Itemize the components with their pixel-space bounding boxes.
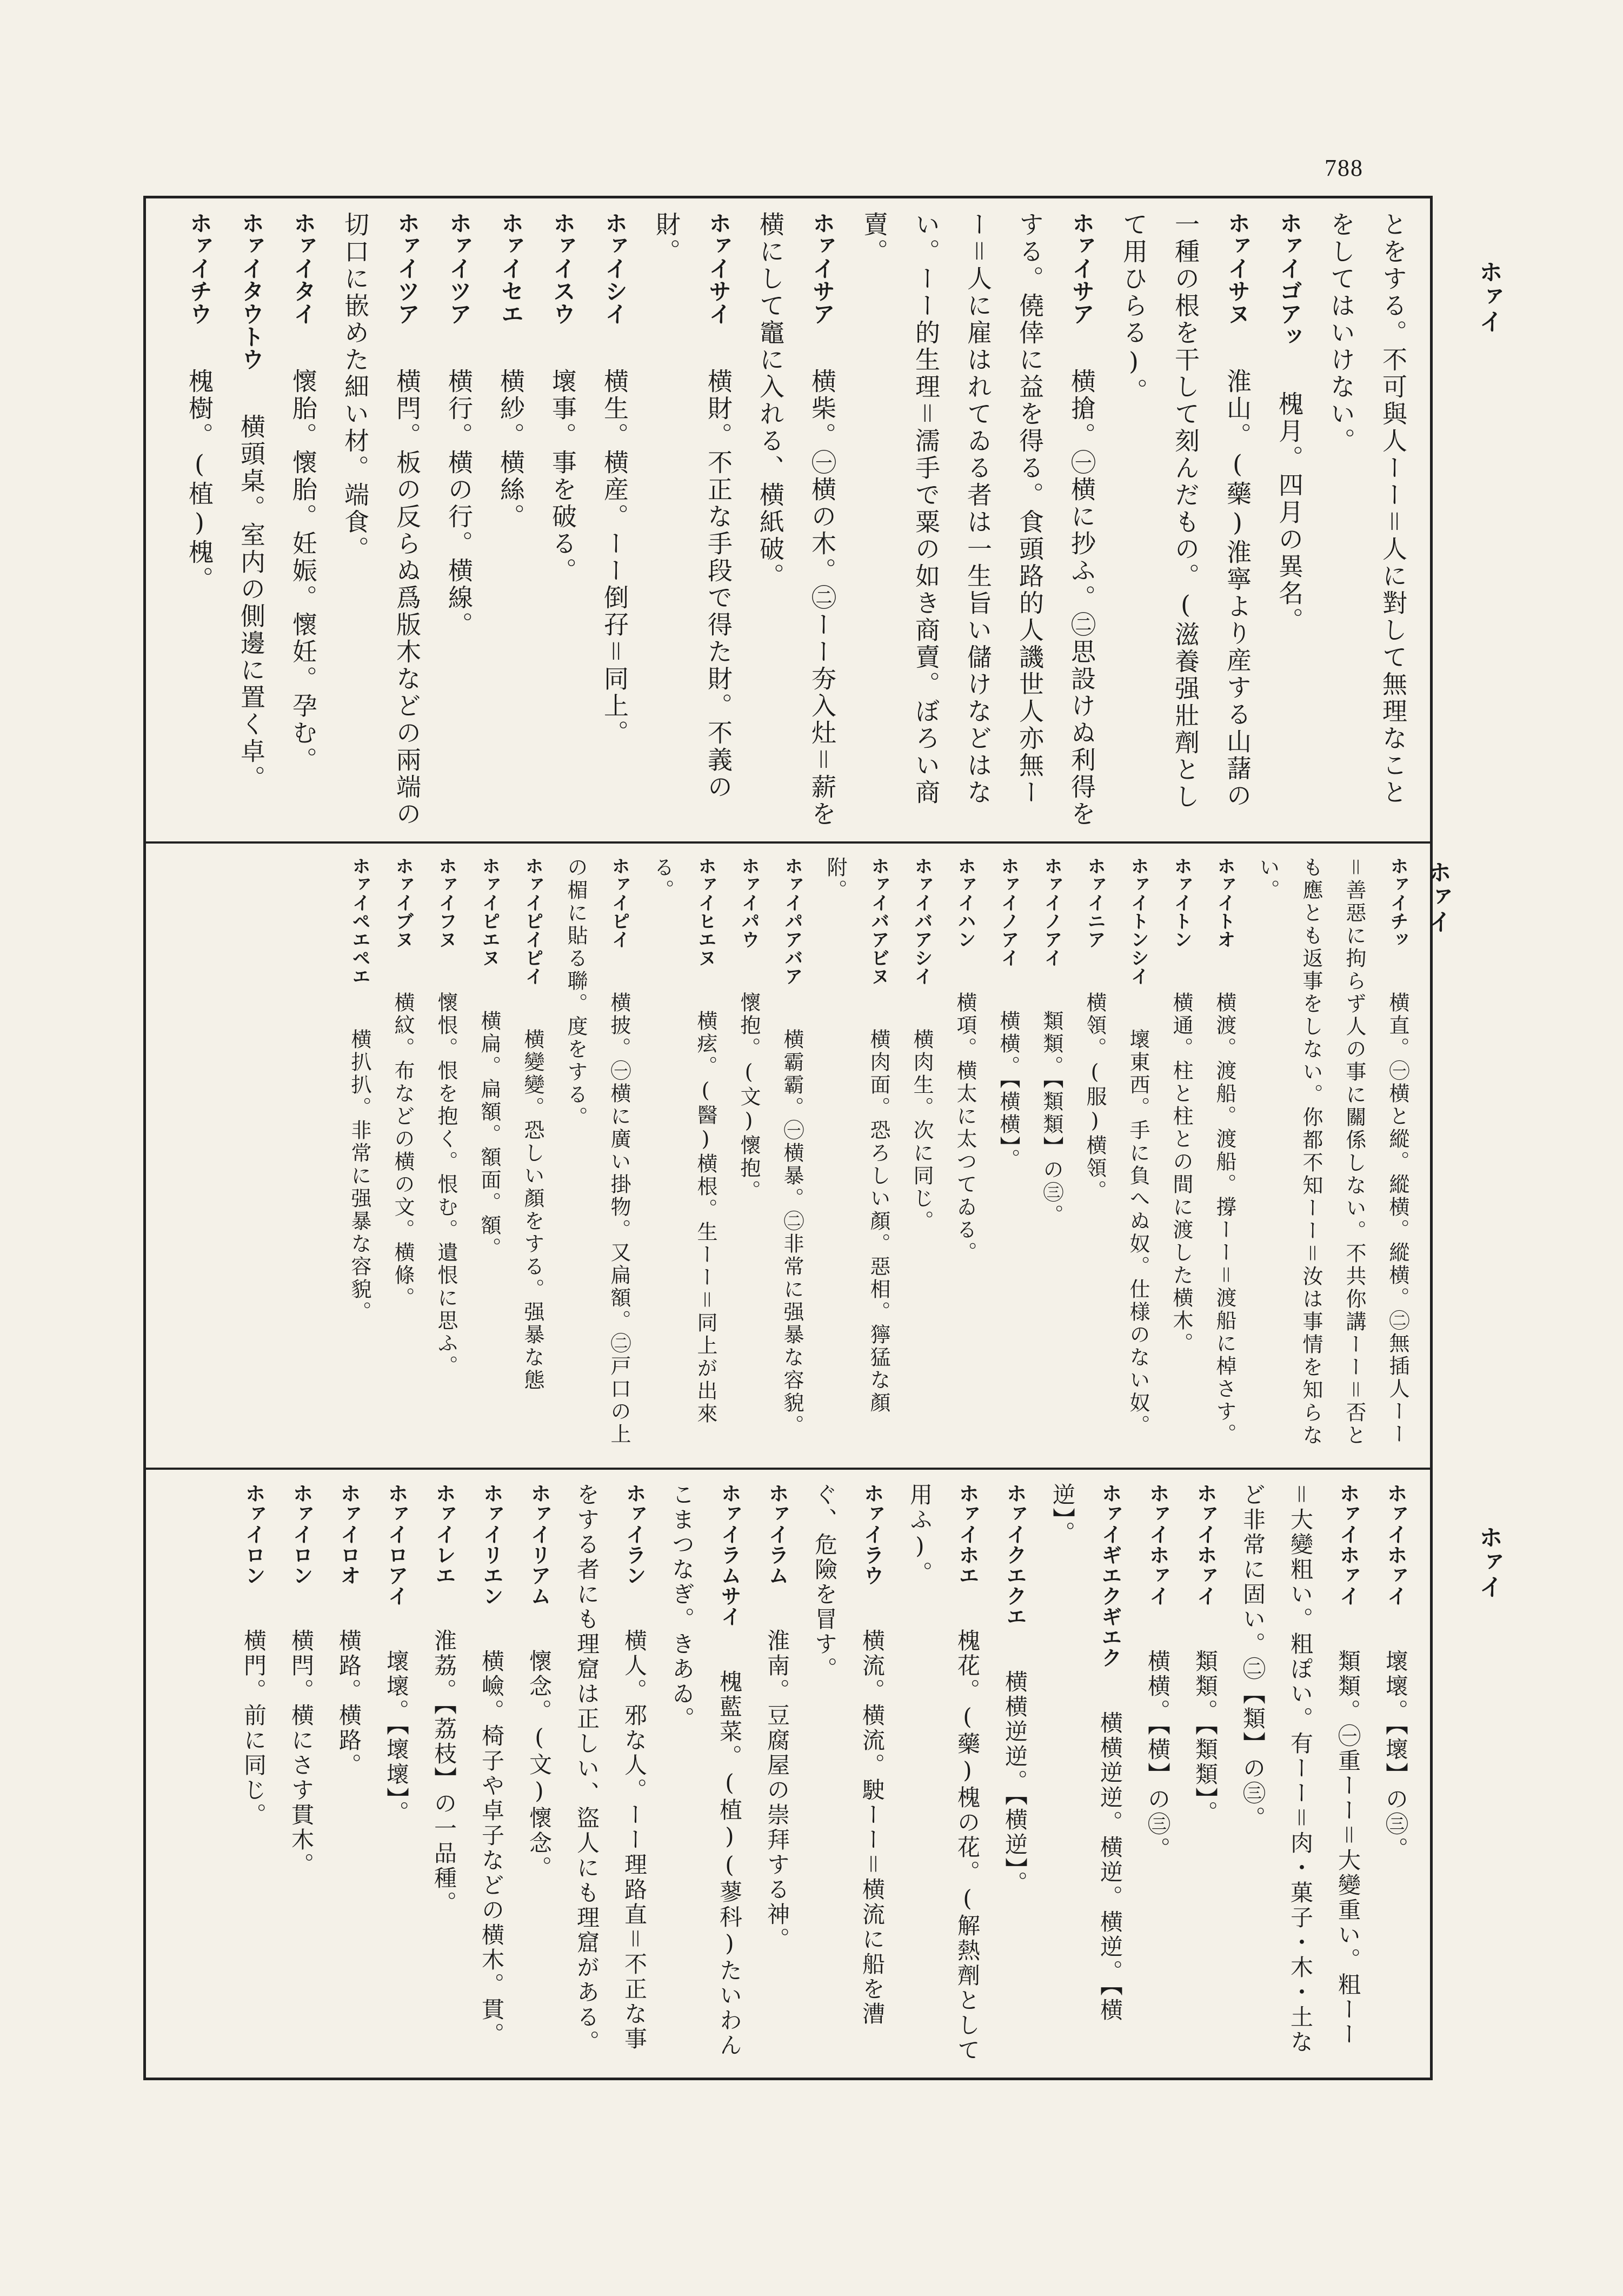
dictionary-entry xyxy=(744,208,848,830)
entry-definition: 類類。㊀重ーー＝大變重い。粗ーー＝大變粗い。粗ぽい。有ーー＝肉・菓子・木・土など非常に固い。㊁【類】の㊂。 xyxy=(1240,1483,1361,2055)
dictionary-entry xyxy=(1372,1479,1419,2066)
entry-headword: ホァイギエクギエク xyxy=(1098,1483,1122,1668)
entry-definition: 壞東西。手に負へぬ奴。仕様のない奴。 xyxy=(1126,1028,1150,1437)
entry-headword: ホァイラム xyxy=(765,1483,789,1585)
dictionary-entry xyxy=(225,208,277,830)
entry-definition: 横横逆逆。横逆。横逆。【横逆】。 xyxy=(1049,1483,1123,2023)
entry-definition: 横肉面。恐ろしい顏。惡相。獰猛な顏附。 xyxy=(823,857,890,1415)
dictionary-entry xyxy=(943,853,987,1456)
entry-definition: 横閂。板の反らぬ爲版木などの兩端の切口に嵌めた細い材。端食。 xyxy=(341,211,422,828)
entry-headword: ホァイトオ xyxy=(1214,857,1235,948)
entry-headword: ホァイクエクエ xyxy=(1003,1483,1027,1627)
entry-headword: ホァイブヌ xyxy=(392,857,414,948)
entry-definition: 横横。【横】の㊂。 xyxy=(1145,1649,1171,1862)
entry-definition: とをする。不可與人ーー＝人に對して無理なことをしてはいけない。 xyxy=(1327,211,1408,806)
entry-definition: 淮南。豆腐屋の崇拜する神。 xyxy=(764,1629,790,1952)
dictionary-entry xyxy=(277,1479,325,2066)
dictionary-entry xyxy=(727,853,770,1456)
entry-definition: 槐樹。(植)槐。 xyxy=(185,368,214,593)
dictionary-entry xyxy=(485,208,537,830)
entry-definition: 横行。横の行。横線。 xyxy=(444,368,474,639)
entry-headword: ホァイラムサイ xyxy=(717,1483,741,1627)
entry-headword: ホァイバアシイ xyxy=(911,857,933,985)
entry-column-group xyxy=(157,208,1419,830)
entry-headword: ホァイロン xyxy=(242,1483,265,1585)
dictionary-entry xyxy=(900,853,943,1456)
dictionary-entry xyxy=(1263,208,1315,830)
entry-headword: ホァイタイ xyxy=(290,211,317,325)
entry-definition: 懷胎。懷胎。妊娠。懷妊。孕む。 xyxy=(289,368,318,774)
entry-definition: 横肉生。次に同じ。 xyxy=(910,1028,934,1233)
dictionary-entry xyxy=(277,208,329,830)
entry-definition: 横痃。(醫)横根。生ーー＝同上が出來る。 xyxy=(650,857,717,1425)
entry-headword: ホァイロン xyxy=(289,1483,313,1585)
dictionary-entry xyxy=(329,208,433,830)
entry-headword: ホァイリエン xyxy=(480,1483,503,1606)
entry-headword: ホァイヒエヌ xyxy=(695,857,716,967)
entry-headword: ホァイチウ xyxy=(187,211,213,325)
dictionary-entry xyxy=(1039,1479,1134,2066)
entry-headword: ホァイホエ xyxy=(955,1483,979,1585)
entry-definition: 横門。前に同じ。 xyxy=(241,1629,267,1828)
entry-definition: 横項。横太に太つてゐる。 xyxy=(953,992,977,1264)
dictionary-entry xyxy=(174,208,225,830)
entry-headword: ホァイノアイ xyxy=(997,857,1019,967)
entry-headword: ホァイトンシイ xyxy=(1127,857,1149,985)
entry-definition: 横人。邪な人。ーー理路直＝不正な事をする者にも理窟は正しい、盜人にも理窟がある。 xyxy=(574,1483,648,2055)
entry-column-group xyxy=(157,1479,1419,2066)
entry-headword: ホァイパアバア xyxy=(781,857,803,985)
entry-definition: 横直。㊀横と縱。縱横。縱横。㊁無插人ーー＝善惡に拘らず人の事に關係しない。不共你講ーー＝否とも應とも返事をしない。你都不知ーー＝汝は事情を知らない。 xyxy=(1256,857,1409,1447)
dictionary-entry xyxy=(554,853,641,1456)
entry-definition: 横扒扒。非常に强暴な容貌。 xyxy=(348,1028,371,1324)
entry-definition: 横横。【横横】。 xyxy=(996,1010,1020,1171)
entry-definition: 横嶮。椅子や卓子などの横木。貫。 xyxy=(478,1649,505,2047)
entry-headword: ホァイツア xyxy=(394,211,421,325)
entry-definition: 横財。不正な手段で得た財。不義の財。 xyxy=(652,211,733,801)
dictionary-entry xyxy=(511,853,554,1456)
dictionary-entry xyxy=(848,208,1108,830)
dictionary-entry xyxy=(230,1479,277,2066)
entry-headword: ホァイサア xyxy=(809,211,836,325)
entry-headword: ホァイラン xyxy=(622,1483,646,1585)
entry-definition: 横流。横流。駛ーー＝横流に船を漕ぐ、危險を冒す。 xyxy=(812,1483,886,2027)
entry-definition: 横生。横産。ーー倒孖＝同上。 xyxy=(600,368,629,747)
entry-definition: 槐月。四月の異名。 xyxy=(1275,391,1304,634)
section-divider xyxy=(143,841,1433,844)
margin-tab: ホァイ xyxy=(1475,260,1502,334)
entry-headword: ホァイノアイ xyxy=(1041,857,1062,967)
entry-headword: ホァイラウ xyxy=(860,1483,884,1585)
dictionary-entry xyxy=(801,1479,896,2066)
dictionary-entry xyxy=(537,208,589,830)
entry-headword: ホァイバアビヌ xyxy=(868,857,889,985)
entry-definition: 懷抱。(文)懷抱。 xyxy=(737,992,761,1203)
dictionary-entry xyxy=(433,208,485,830)
dictionary-entry xyxy=(424,853,468,1456)
dictionary-entry xyxy=(814,853,900,1456)
entry-definition: 槐花。(藥)槐の花。(解熱劑として用ふ)。 xyxy=(907,1483,981,2063)
entry-headword: ホァイフヌ xyxy=(435,857,457,948)
entry-definition: 淮荔。【荔枝】の一品種。 xyxy=(431,1629,457,1916)
dictionary-entry xyxy=(1315,208,1419,830)
dictionary-entry xyxy=(1134,1479,1181,2066)
dictionary-entry xyxy=(658,1479,753,2066)
margin-tab: ホァイ xyxy=(1424,860,1451,934)
entry-headword: ホァイパウ xyxy=(738,857,760,948)
dictionary-section-bottom xyxy=(157,1479,1419,2066)
dictionary-entry xyxy=(641,853,727,1456)
dictionary-entry xyxy=(1181,1479,1229,2066)
dictionary-entry xyxy=(1116,853,1160,1456)
entry-definition: 類類。【類類】。 xyxy=(1192,1649,1219,1826)
entry-definition: 懷恨。恨を抱く。恨む。遺恨に思ふ。 xyxy=(434,992,458,1378)
dictionary-entry xyxy=(563,1479,658,2066)
entry-definition: 横領。(服)横領。 xyxy=(1083,992,1107,1203)
dictionary-entry xyxy=(381,853,424,1456)
dictionary-entry xyxy=(515,1479,563,2066)
entry-headword: ホァイニア xyxy=(1084,857,1106,948)
entry-headword: ホァイセエ xyxy=(498,211,524,325)
entry-definition: 壞壞。【壞壞】。 xyxy=(383,1649,410,1826)
entry-definition: 横頭桌。室内の側邊に置く卓。 xyxy=(237,414,266,792)
dictionary-entry xyxy=(770,853,814,1456)
dictionary-entry xyxy=(1073,853,1116,1456)
entry-definition: 横渡。渡船。渡船。撐ーー＝渡船に棹さす。 xyxy=(1213,992,1236,1446)
entry-definition: 横搶。㊀横に抄ふ。㊁思設けぬ利得をする。僥倖に益を得る。食頭路的人譏世人亦無ーー＝人に雇はれてゐる者は一生旨い儲けなどはない。ーー的生理＝濡手で粟の如き商賣。ぼろい商賣。 xyxy=(860,211,1096,828)
dictionary-entry xyxy=(641,208,744,830)
entry-headword: ホァイシイ xyxy=(602,211,628,325)
dictionary-entry xyxy=(589,208,641,830)
page-number: 788 xyxy=(1325,155,1363,181)
section-divider xyxy=(143,1468,1433,1470)
dictionary-entry xyxy=(896,1479,991,2066)
dictionary-entry xyxy=(1160,853,1203,1456)
entry-headword: ホァイサイ xyxy=(706,211,732,325)
dictionary-entry xyxy=(987,853,1030,1456)
entry-definition: 類類。【類類】の㊂。 xyxy=(1040,1010,1063,1227)
entry-headword: ホァイスウ xyxy=(550,211,576,325)
entry-headword: ホァイハン xyxy=(954,857,976,948)
entry-column-group xyxy=(157,853,1419,1456)
entry-definition: 横柴。㊀横の木。㊁ーー夯入灶＝薪を横にして竈に入れる、横紙破。 xyxy=(756,211,837,828)
dictionary-entry xyxy=(468,1479,515,2066)
entry-headword: ホァイサア xyxy=(1069,211,1095,325)
dictionary-entry xyxy=(753,1479,801,2066)
entry-definition: 横霸霸。㊀横暴。㊁非常に强暴な容貌。 xyxy=(780,1028,804,1437)
entry-headword: ホァイツア xyxy=(446,211,473,325)
dictionary-entry xyxy=(991,1479,1039,2066)
entry-definition: 横變變。恐しい顏をする。强暴な態 xyxy=(521,1028,544,1392)
entry-headword: ホァイサヌ xyxy=(1225,211,1251,325)
dictionary-section-middle xyxy=(157,853,1419,1456)
entry-headword: ホァイリアム xyxy=(527,1483,551,1606)
entry-headword: ホァイホァイ xyxy=(1383,1483,1407,1606)
dictionary-section-top xyxy=(157,208,1419,830)
entry-definition: 壞壞。【壞】の㊂。 xyxy=(1382,1649,1409,1862)
entry-headword: ホァイピエヌ xyxy=(478,857,500,967)
entry-definition: 懷念。(文)懷念。 xyxy=(526,1649,553,1881)
entry-definition: 横閂。横にさす貫木。 xyxy=(288,1629,315,1877)
entry-headword: ホァイレエ xyxy=(432,1483,456,1585)
dictionary-entry xyxy=(1246,853,1419,1456)
dictionary-entry xyxy=(1030,853,1073,1456)
entry-headword: ホァイゴアッ xyxy=(1276,211,1303,348)
entry-definition: 横披。㊀横に廣い掛物。又扁額。㊁戸口の上の楣に貼る聯。度をする。 xyxy=(564,857,631,1446)
entry-definition: 横路。横路。 xyxy=(336,1629,362,1778)
dictionary-entry xyxy=(1203,853,1246,1456)
dictionary-entry xyxy=(338,853,381,1456)
entry-definition: 壞事。事を破る。 xyxy=(548,368,577,585)
entry-headword: ホァイピイ xyxy=(608,857,630,948)
dictionary-entry xyxy=(373,1479,420,2066)
entry-definition: 横紋。布などの横の文。横條。 xyxy=(391,992,415,1310)
entry-headword: ホァイロアイ xyxy=(384,1483,408,1606)
entry-headword: ホァイタウトウ xyxy=(238,211,265,370)
entry-headword: ホァイトン xyxy=(1170,857,1192,948)
dictionary-entry xyxy=(325,1479,373,2066)
entry-headword: ホァイホァイ xyxy=(1336,1483,1360,1606)
entry-definition: 横通。柱と柱との間に渡した横木。 xyxy=(1169,992,1193,1355)
dictionary-entry xyxy=(468,853,511,1456)
entry-definition: 横横逆逆。【横逆】。 xyxy=(1002,1670,1028,1896)
dictionary-entry xyxy=(1108,208,1263,830)
dictionary-entry xyxy=(1229,1479,1372,2066)
entry-headword: ホァイチッ xyxy=(1387,857,1408,948)
entry-definition: 横扁。扁額。額面。額。 xyxy=(477,1010,501,1260)
entry-definition: 横紗。横絲。 xyxy=(496,368,526,530)
entry-definition: 槐藍菜。(植)(蓼科)たいわんこまつなぎ。きあゐ。 xyxy=(669,1483,743,2058)
entry-headword: ホァイホァイ xyxy=(1193,1483,1217,1606)
entry-headword: ホァイホァイ xyxy=(1146,1483,1169,1606)
entry-headword: ホァイペエペエ xyxy=(349,857,370,985)
entry-definition: 淮山。(藥)淮寧より産する山藷の一種の根を干して刻んだもの。(滋養强壯劑として用ひらる)。 xyxy=(1119,211,1252,811)
dictionary-entry xyxy=(420,1479,468,2066)
entry-headword: ホァイロオ xyxy=(337,1483,361,1585)
entry-headword: ホァイピイピイ xyxy=(522,857,543,985)
margin-tab: ホァイ xyxy=(1475,1525,1502,1600)
